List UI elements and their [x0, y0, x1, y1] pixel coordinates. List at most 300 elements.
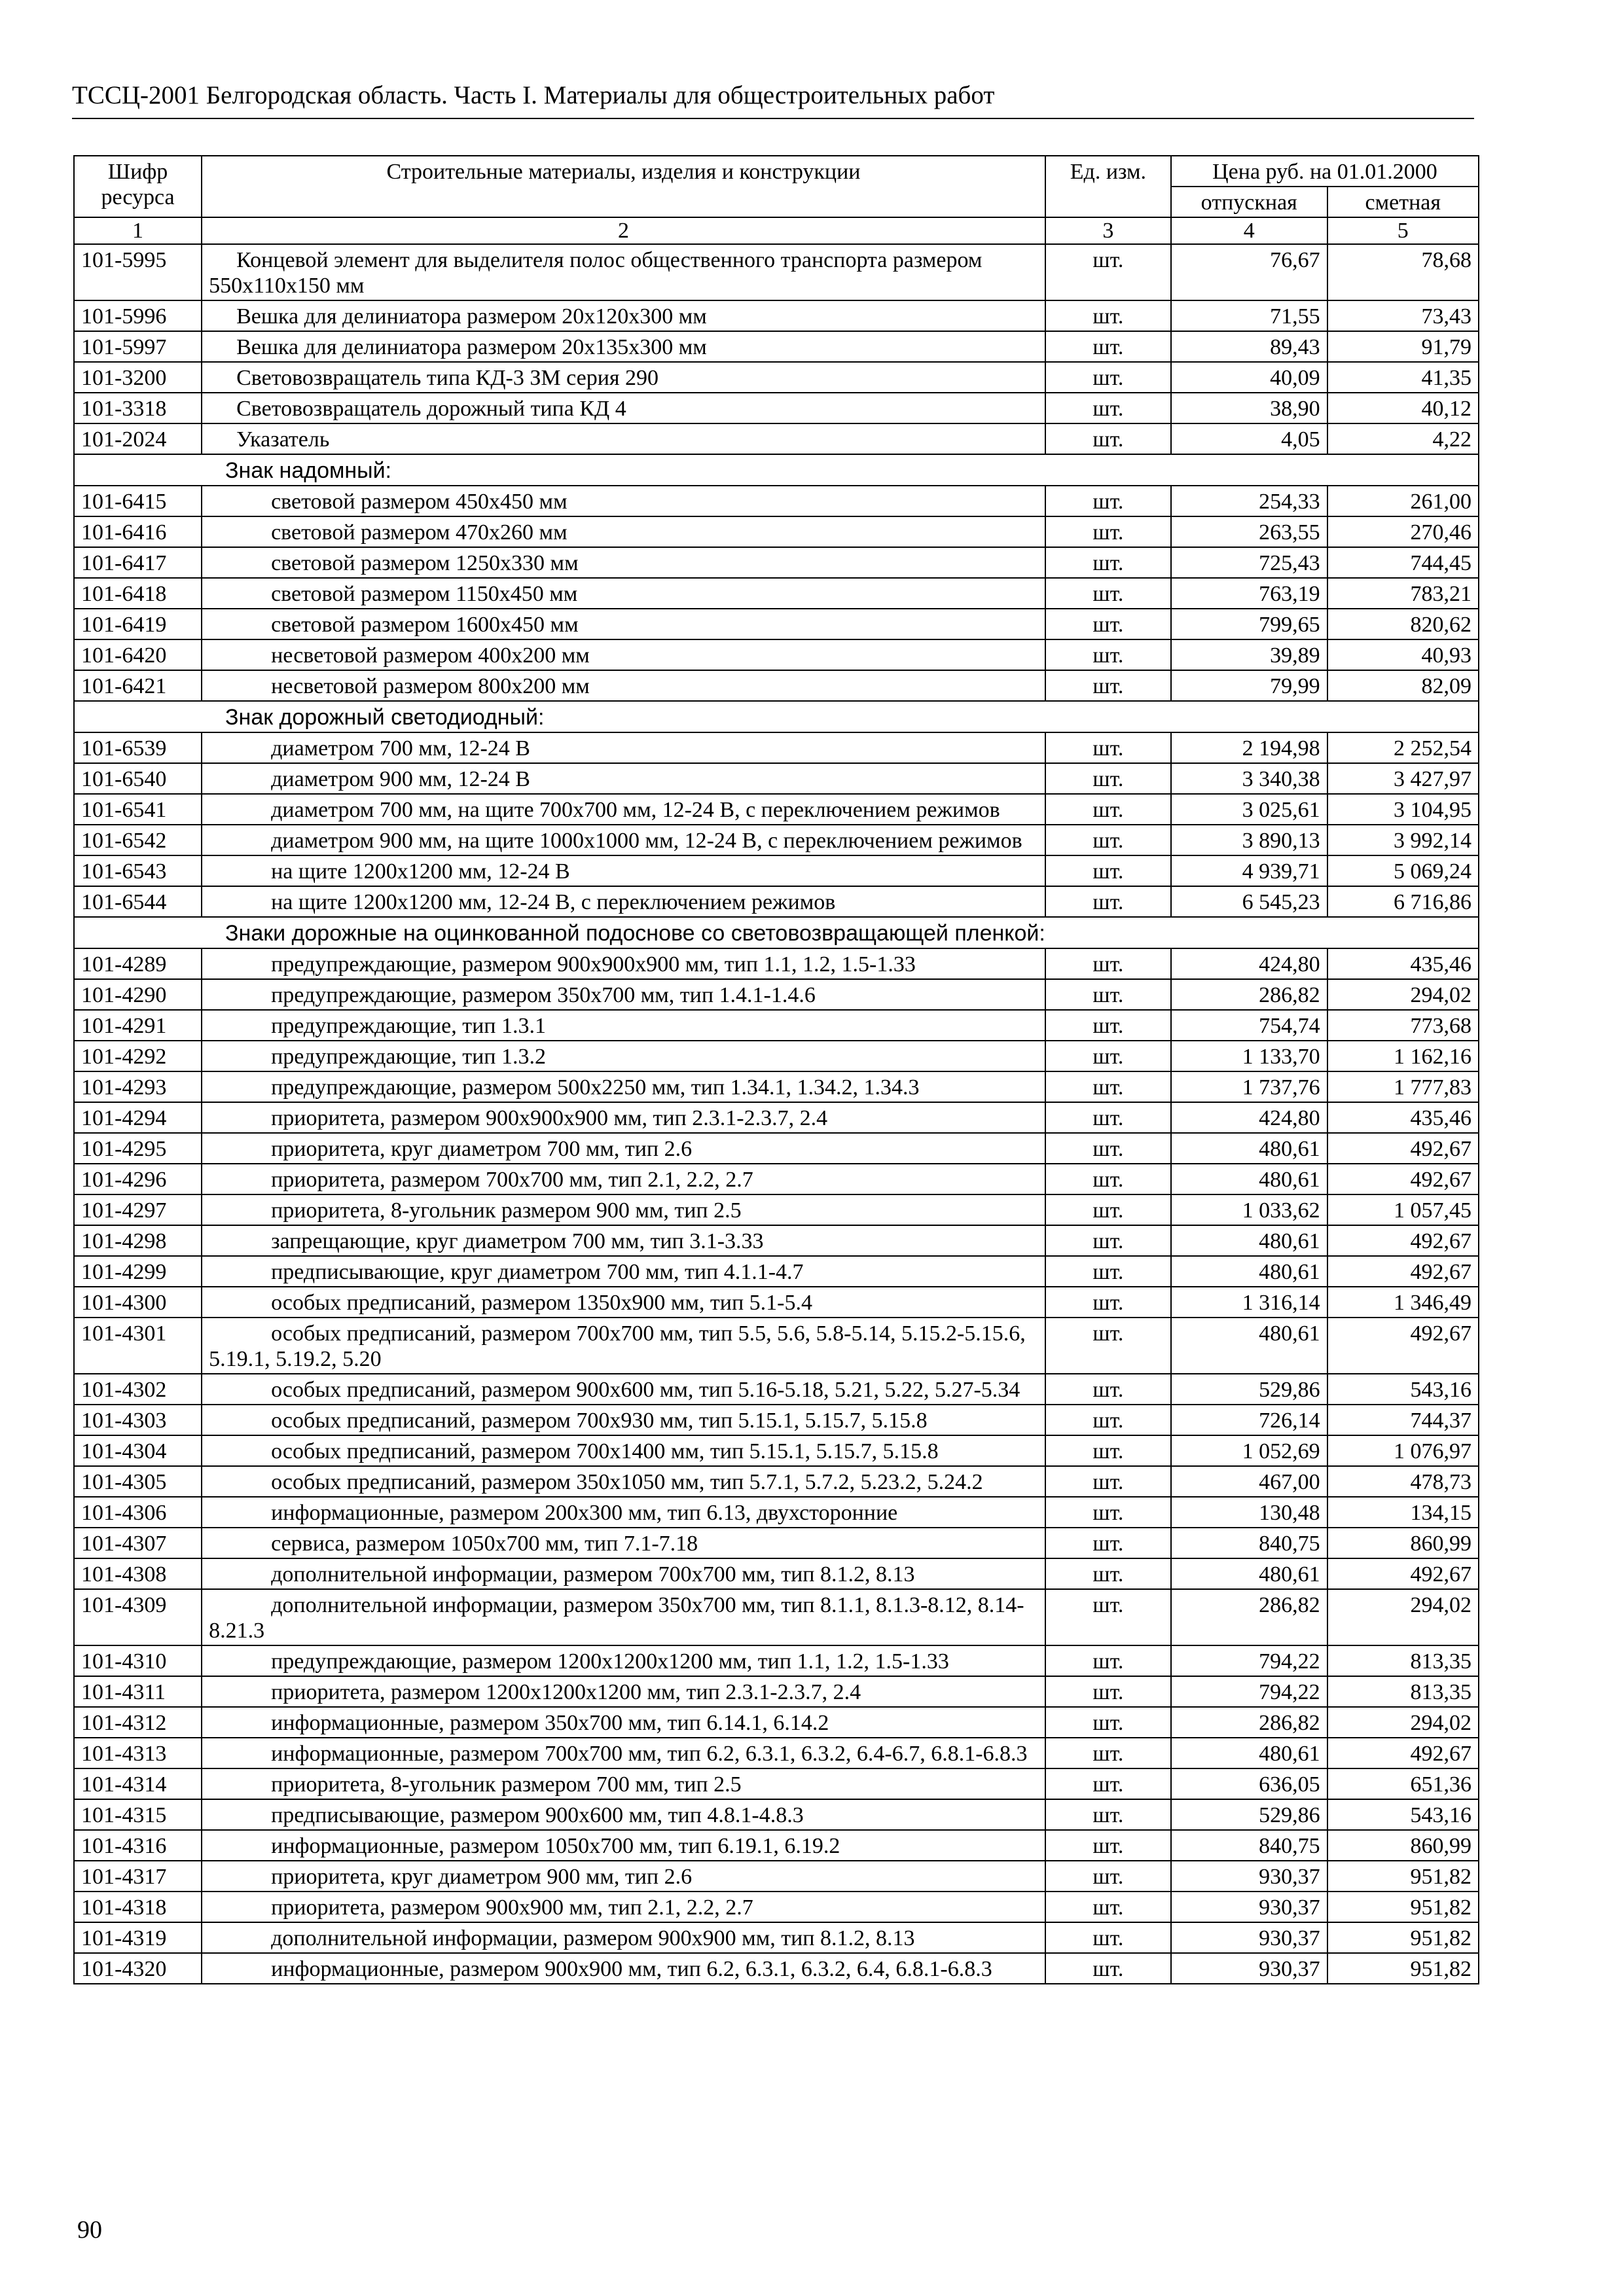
table-row [74, 825, 1479, 855]
resource-code: 101-4315 [74, 1799, 202, 1830]
release-price: 1 052,69 [1171, 1435, 1327, 1466]
estimate-price: 478,73 [1327, 1466, 1479, 1497]
release-price: 79,99 [1171, 670, 1327, 701]
resource-code: 101-2024 [74, 423, 202, 454]
table-row [74, 1799, 1479, 1830]
unit-of-measure: шт. [1045, 763, 1171, 794]
resource-code: 101-6419 [74, 609, 202, 639]
page-header: ТССЦ-2001 Белгородская область. Часть I. Материалы для общестроительных работ [72, 81, 995, 109]
column-number: 4 [1171, 217, 1327, 244]
unit-of-measure: шт. [1045, 1589, 1171, 1645]
table-row [74, 331, 1479, 362]
release-price: 3 340,38 [1171, 763, 1327, 794]
release-price: 4 939,71 [1171, 855, 1327, 886]
group-heading: Знаки дорожные на оцинкованной подоснове со световозвращающей пленкой: [74, 917, 1479, 948]
table-row [74, 732, 1479, 763]
estimate-price: 270,46 [1327, 516, 1479, 547]
material-name: диаметром 900 мм, на щите 1000х1000 мм, 12-24 В, с переключением режимов [202, 825, 1045, 855]
estimate-price: 6 716,86 [1327, 886, 1479, 917]
table-row [74, 1953, 1479, 1984]
resource-code: 101-4314 [74, 1768, 202, 1799]
material-name: на щите 1200х1200 мм, 12-24 В [202, 855, 1045, 886]
unit-of-measure: шт. [1045, 886, 1171, 917]
table-row [74, 979, 1479, 1010]
unit-of-measure: шт. [1045, 948, 1171, 979]
release-price: 529,86 [1171, 1799, 1327, 1830]
resource-code: 101-4296 [74, 1164, 202, 1194]
unit-of-measure: шт. [1045, 1707, 1171, 1738]
release-price: 930,37 [1171, 1953, 1327, 1984]
unit-of-measure: шт. [1045, 547, 1171, 578]
unit-of-measure: шт. [1045, 1645, 1171, 1676]
column-number: 3 [1045, 217, 1171, 244]
release-price: 71,55 [1171, 300, 1327, 331]
estimate-price: 492,67 [1327, 1318, 1479, 1374]
material-name: предписывающие, круг диаметром 700 мм, тип 4.1.1-4.7 [202, 1256, 1045, 1287]
release-price: 286,82 [1171, 979, 1327, 1010]
material-name: особых предписаний, размером 700х700 мм, тип 5.5, 5.6, 5.8-5.14, 5.15.2-5.15.6, 5.19.1, 5.19.2, 5.20 [202, 1318, 1045, 1374]
price-table [73, 155, 1479, 1984]
estimate-price: 3 992,14 [1327, 825, 1479, 855]
resource-code: 101-6539 [74, 732, 202, 763]
resource-code: 101-6420 [74, 639, 202, 670]
resource-code: 101-6540 [74, 763, 202, 794]
table-row [74, 300, 1479, 331]
resource-code: 101-4308 [74, 1558, 202, 1589]
release-price: 763,19 [1171, 578, 1327, 609]
resource-code: 101-6541 [74, 794, 202, 825]
estimate-price: 492,67 [1327, 1256, 1479, 1287]
group-heading-row [74, 701, 1479, 732]
material-name: световой размером 450х450 мм [202, 486, 1045, 516]
release-price: 529,86 [1171, 1374, 1327, 1405]
resource-code: 101-4295 [74, 1133, 202, 1164]
table-row [74, 516, 1479, 547]
material-name: световой размером 1600х450 мм [202, 609, 1045, 639]
material-name: диаметром 700 мм, 12-24 В [202, 732, 1045, 763]
resource-code: 101-4320 [74, 1953, 202, 1984]
resource-code: 101-4309 [74, 1589, 202, 1645]
material-name: Световозвращатель типа КД-3 ЗМ серия 290 [202, 362, 1045, 393]
material-name: дополнительной информации, размером 350х700 мм, тип 8.1.1, 8.1.3-8.12, 8.14-8.21.3 [202, 1589, 1045, 1645]
unit-of-measure: шт. [1045, 825, 1171, 855]
estimate-price: 820,62 [1327, 609, 1479, 639]
table-row [74, 794, 1479, 825]
release-price: 40,09 [1171, 362, 1327, 393]
unit-of-measure: шт. [1045, 1287, 1171, 1318]
table-row [74, 670, 1479, 701]
table-row [74, 1287, 1479, 1318]
unit-of-measure: шт. [1045, 794, 1171, 825]
estimate-price: 3 104,95 [1327, 794, 1479, 825]
material-name: дополнительной информации, размером 700х700 мм, тип 8.1.2, 8.13 [202, 1558, 1045, 1589]
resource-code: 101-6417 [74, 547, 202, 578]
resource-code: 101-4307 [74, 1528, 202, 1558]
table-row [74, 1768, 1479, 1799]
material-name: приоритета, размером 900х900х900 мм, тип 2.3.1-2.3.7, 2.4 [202, 1102, 1045, 1133]
unit-of-measure: шт. [1045, 1922, 1171, 1953]
release-price: 799,65 [1171, 609, 1327, 639]
release-price: 840,75 [1171, 1528, 1327, 1558]
page-number: 90 [77, 2216, 102, 2244]
release-price: 930,37 [1171, 1892, 1327, 1922]
material-name: предупреждающие, тип 1.3.1 [202, 1010, 1045, 1041]
table-row [74, 609, 1479, 639]
table-row [74, 1133, 1479, 1164]
table-row [74, 1830, 1479, 1861]
estimate-price: 261,00 [1327, 486, 1479, 516]
material-name: предписывающие, размером 900х600 мм, тип 4.8.1-4.8.3 [202, 1799, 1045, 1830]
table-row [74, 886, 1479, 917]
estimate-price: 294,02 [1327, 1707, 1479, 1738]
resource-code: 101-5996 [74, 300, 202, 331]
estimate-price: 492,67 [1327, 1558, 1479, 1589]
resource-code: 101-6418 [74, 578, 202, 609]
resource-code: 101-4303 [74, 1405, 202, 1435]
material-name: информационные, размером 700х700 мм, тип 6.2, 6.3.1, 6.3.2, 6.4-6.7, 6.8.1-6.8.3 [202, 1738, 1045, 1768]
release-price: 424,80 [1171, 948, 1327, 979]
estimate-price: 1 057,45 [1327, 1194, 1479, 1225]
release-price: 1 033,62 [1171, 1194, 1327, 1225]
table-row [74, 1466, 1479, 1497]
group-heading-row [74, 454, 1479, 486]
table-row [74, 1435, 1479, 1466]
column-number-row [74, 217, 1479, 244]
estimate-price: 294,02 [1327, 979, 1479, 1010]
release-price: 480,61 [1171, 1738, 1327, 1768]
material-name: световой размером 1150х450 мм [202, 578, 1045, 609]
unit-of-measure: шт. [1045, 331, 1171, 362]
estimate-price: 435,46 [1327, 948, 1479, 979]
material-name: предупреждающие, размером 900х900х900 мм, тип 1.1, 1.2, 1.5-1.33 [202, 948, 1045, 979]
resource-code: 101-4292 [74, 1041, 202, 1071]
material-name: приоритета, размером 1200х1200х1200 мм, тип 2.3.1-2.3.7, 2.4 [202, 1676, 1045, 1707]
unit-of-measure: шт. [1045, 393, 1171, 423]
release-price: 286,82 [1171, 1707, 1327, 1738]
material-name: предупреждающие, размером 1200х1200х1200 мм, тип 1.1, 1.2, 1.5-1.33 [202, 1645, 1045, 1676]
release-price: 636,05 [1171, 1768, 1327, 1799]
material-name: особых предписаний, размером 350х1050 мм, тип 5.7.1, 5.7.2, 5.23.2, 5.24.2 [202, 1466, 1045, 1497]
resource-code: 101-4312 [74, 1707, 202, 1738]
unit-of-measure: шт. [1045, 362, 1171, 393]
material-name: особых предписаний, размером 900х600 мм, тип 5.16-5.18, 5.21, 5.22, 5.27-5.34 [202, 1374, 1045, 1405]
unit-of-measure: шт. [1045, 1953, 1171, 1984]
material-name: информационные, размером 350х700 мм, тип 6.14.1, 6.14.2 [202, 1707, 1045, 1738]
table-row [74, 1405, 1479, 1435]
estimate-price: 4,22 [1327, 423, 1479, 454]
unit-of-measure: шт. [1045, 1374, 1171, 1405]
unit-of-measure: шт. [1045, 578, 1171, 609]
release-price: 254,33 [1171, 486, 1327, 516]
estimate-price: 1 076,97 [1327, 1435, 1479, 1466]
estimate-price: 3 427,97 [1327, 763, 1479, 794]
column-number: 1 [74, 217, 202, 244]
unit-of-measure: шт. [1045, 1738, 1171, 1768]
material-name: информационные, размером 900х900 мм, тип 6.2, 6.3.1, 6.3.2, 6.4, 6.8.1-6.8.3 [202, 1953, 1045, 1984]
table-body [74, 217, 1479, 1984]
unit-of-measure: шт. [1045, 1041, 1171, 1071]
unit-of-measure: шт. [1045, 1497, 1171, 1528]
table-row [74, 362, 1479, 393]
unit-of-measure: шт. [1045, 244, 1171, 300]
material-name: приоритета, 8-угольник размером 900 мм, тип 2.5 [202, 1194, 1045, 1225]
material-name: приоритета, размером 700х700 мм, тип 2.1, 2.2, 2.7 [202, 1164, 1045, 1194]
table-row [74, 639, 1479, 670]
estimate-price: 744,45 [1327, 547, 1479, 578]
estimate-price: 492,67 [1327, 1164, 1479, 1194]
table-row [74, 1676, 1479, 1707]
group-heading: Знак надомный: [74, 454, 1479, 486]
unit-of-measure: шт. [1045, 1466, 1171, 1497]
unit-of-measure: шт. [1045, 1225, 1171, 1256]
release-price: 89,43 [1171, 331, 1327, 362]
unit-of-measure: шт. [1045, 1435, 1171, 1466]
resource-code: 101-6415 [74, 486, 202, 516]
resource-code: 101-4297 [74, 1194, 202, 1225]
unit-of-measure: шт. [1045, 732, 1171, 763]
unit-of-measure: шт. [1045, 516, 1171, 547]
estimate-price: 492,67 [1327, 1133, 1479, 1164]
table-row [74, 423, 1479, 454]
release-price: 424,80 [1171, 1102, 1327, 1133]
release-price: 754,74 [1171, 1010, 1327, 1041]
material-name: особых предписаний, размером 1350х900 мм, тип 5.1-5.4 [202, 1287, 1045, 1318]
release-price: 1 133,70 [1171, 1041, 1327, 1071]
table-row [74, 1528, 1479, 1558]
material-name: информационные, размером 200х300 мм, тип 6.13, двухсторонние [202, 1497, 1045, 1528]
material-name: Вешка для делиниатора размером 20х135х300 мм [202, 331, 1045, 362]
release-price: 1 316,14 [1171, 1287, 1327, 1318]
resource-code: 101-4310 [74, 1645, 202, 1676]
unit-of-measure: шт. [1045, 609, 1171, 639]
resource-code: 101-4319 [74, 1922, 202, 1953]
group-heading-row [74, 917, 1479, 948]
estimate-price: 91,79 [1327, 331, 1479, 362]
table-row [74, 1071, 1479, 1102]
estimate-price: 78,68 [1327, 244, 1479, 300]
release-price: 4,05 [1171, 423, 1327, 454]
column-header-code: Шифр ресурса [74, 156, 202, 217]
estimate-price: 1 162,16 [1327, 1041, 1479, 1071]
resource-code: 101-4299 [74, 1256, 202, 1287]
estimate-price: 951,82 [1327, 1953, 1479, 1984]
material-name: несветовой размером 400х200 мм [202, 639, 1045, 670]
header-rule [72, 118, 1474, 119]
table-row [74, 1645, 1479, 1676]
table-row [74, 1861, 1479, 1892]
material-name: особых предписаний, размером 700х930 мм, тип 5.15.1, 5.15.7, 5.15.8 [202, 1405, 1045, 1435]
table-row [74, 1497, 1479, 1528]
group-heading: Знак дорожный светодиодный: [74, 701, 1479, 732]
table-row [74, 486, 1479, 516]
release-price: 3 025,61 [1171, 794, 1327, 825]
table-row [74, 1041, 1479, 1071]
resource-code: 101-4317 [74, 1861, 202, 1892]
table-row [74, 547, 1479, 578]
column-header-release-price: отпускная [1171, 187, 1327, 217]
estimate-price: 813,35 [1327, 1645, 1479, 1676]
material-name: сервиса, размером 1050х700 мм, тип 7.1-7.18 [202, 1528, 1045, 1558]
table-row [74, 1892, 1479, 1922]
unit-of-measure: шт. [1045, 1102, 1171, 1133]
release-price: 76,67 [1171, 244, 1327, 300]
release-price: 39,89 [1171, 639, 1327, 670]
release-price: 480,61 [1171, 1133, 1327, 1164]
release-price: 480,61 [1171, 1164, 1327, 1194]
estimate-price: 951,82 [1327, 1922, 1479, 1953]
column-header-price: Цена руб. на 01.01.2000 [1171, 156, 1479, 187]
release-price: 794,22 [1171, 1676, 1327, 1707]
material-name: Указатель [202, 423, 1045, 454]
estimate-price: 1 777,83 [1327, 1071, 1479, 1102]
release-price: 480,61 [1171, 1558, 1327, 1589]
release-price: 2 194,98 [1171, 732, 1327, 763]
release-price: 725,43 [1171, 547, 1327, 578]
release-price: 38,90 [1171, 393, 1327, 423]
resource-code: 101-6542 [74, 825, 202, 855]
estimate-price: 492,67 [1327, 1225, 1479, 1256]
material-name: приоритета, размером 900х900 мм, тип 2.1, 2.2, 2.7 [202, 1892, 1045, 1922]
release-price: 286,82 [1171, 1589, 1327, 1645]
table-row [74, 855, 1479, 886]
table-row [74, 1374, 1479, 1405]
table-row [74, 1102, 1479, 1133]
unit-of-measure: шт. [1045, 1768, 1171, 1799]
resource-code: 101-4293 [74, 1071, 202, 1102]
table-row [74, 1194, 1479, 1225]
release-price: 6 545,23 [1171, 886, 1327, 917]
release-price: 467,00 [1171, 1466, 1327, 1497]
resource-code: 101-3200 [74, 362, 202, 393]
estimate-price: 860,99 [1327, 1528, 1479, 1558]
table-row [74, 1225, 1479, 1256]
estimate-price: 40,93 [1327, 639, 1479, 670]
material-name: особых предписаний, размером 700х1400 мм, тип 5.15.1, 5.15.7, 5.15.8 [202, 1435, 1045, 1466]
unit-of-measure: шт. [1045, 1558, 1171, 1589]
table-row [74, 1589, 1479, 1645]
estimate-price: 82,09 [1327, 670, 1479, 701]
unit-of-measure: шт. [1045, 486, 1171, 516]
material-name: информационные, размером 1050х700 мм, тип 6.19.1, 6.19.2 [202, 1830, 1045, 1861]
resource-code: 101-4294 [74, 1102, 202, 1133]
resource-code: 101-4290 [74, 979, 202, 1010]
resource-code: 101-5995 [74, 244, 202, 300]
material-name: дополнительной информации, размером 900х900 мм, тип 8.1.2, 8.13 [202, 1922, 1045, 1953]
resource-code: 101-4304 [74, 1435, 202, 1466]
table-row [74, 578, 1479, 609]
table-row [74, 393, 1479, 423]
column-number: 2 [202, 217, 1045, 244]
unit-of-measure: шт. [1045, 1164, 1171, 1194]
estimate-price: 294,02 [1327, 1589, 1479, 1645]
unit-of-measure: шт. [1045, 979, 1171, 1010]
release-price: 726,14 [1171, 1405, 1327, 1435]
resource-code: 101-6544 [74, 886, 202, 917]
resource-code: 101-4306 [74, 1497, 202, 1528]
release-price: 930,37 [1171, 1861, 1327, 1892]
estimate-price: 492,67 [1327, 1738, 1479, 1768]
table-row [74, 1318, 1479, 1374]
unit-of-measure: шт. [1045, 639, 1171, 670]
resource-code: 101-4298 [74, 1225, 202, 1256]
table-row [74, 1164, 1479, 1194]
resource-code: 101-4311 [74, 1676, 202, 1707]
table-row [74, 244, 1479, 300]
release-price: 130,48 [1171, 1497, 1327, 1528]
unit-of-measure: шт. [1045, 423, 1171, 454]
estimate-price: 783,21 [1327, 578, 1479, 609]
unit-of-measure: шт. [1045, 855, 1171, 886]
unit-of-measure: шт. [1045, 1799, 1171, 1830]
material-name: приоритета, 8-угольник размером 700 мм, тип 2.5 [202, 1768, 1045, 1799]
resource-code: 101-4289 [74, 948, 202, 979]
column-header-unit: Ед. изм. [1045, 156, 1171, 217]
resource-code: 101-3318 [74, 393, 202, 423]
table-row [74, 1922, 1479, 1953]
unit-of-measure: шт. [1045, 1528, 1171, 1558]
unit-of-measure: шт. [1045, 1010, 1171, 1041]
material-name: световой размером 470х260 мм [202, 516, 1045, 547]
table-row [74, 1558, 1479, 1589]
resource-code: 101-6543 [74, 855, 202, 886]
estimate-price: 5 069,24 [1327, 855, 1479, 886]
table-row [74, 1738, 1479, 1768]
estimate-price: 134,15 [1327, 1497, 1479, 1528]
estimate-price: 543,16 [1327, 1374, 1479, 1405]
unit-of-measure: шт. [1045, 1676, 1171, 1707]
unit-of-measure: шт. [1045, 1318, 1171, 1374]
release-price: 840,75 [1171, 1830, 1327, 1861]
resource-code: 101-4302 [74, 1374, 202, 1405]
table-row [74, 1707, 1479, 1738]
estimate-price: 813,35 [1327, 1676, 1479, 1707]
unit-of-measure: шт. [1045, 670, 1171, 701]
estimate-price: 40,12 [1327, 393, 1479, 423]
material-name: диаметром 900 мм, 12-24 В [202, 763, 1045, 794]
estimate-price: 1 346,49 [1327, 1287, 1479, 1318]
material-name: предупреждающие, размером 350х700 мм, тип 1.4.1-1.4.6 [202, 979, 1045, 1010]
release-price: 480,61 [1171, 1318, 1327, 1374]
release-price: 794,22 [1171, 1645, 1327, 1676]
material-name: световой размером 1250х330 мм [202, 547, 1045, 578]
material-name: диаметром 700 мм, на щите 700х700 мм, 12-24 В, с переключением режимов [202, 794, 1045, 825]
unit-of-measure: шт. [1045, 1256, 1171, 1287]
estimate-price: 951,82 [1327, 1861, 1479, 1892]
release-price: 930,37 [1171, 1922, 1327, 1953]
estimate-price: 435,46 [1327, 1102, 1479, 1133]
resource-code: 101-4305 [74, 1466, 202, 1497]
material-name: Концевой элемент для выделителя полос общественного транспорта размером 550х110х150 мм [202, 244, 1045, 300]
unit-of-measure: шт. [1045, 1071, 1171, 1102]
resource-code: 101-4300 [74, 1287, 202, 1318]
material-name: несветовой размером 800х200 мм [202, 670, 1045, 701]
column-header-name: Строительные материалы, изделия и конструкции [202, 156, 1045, 217]
estimate-price: 651,36 [1327, 1768, 1479, 1799]
estimate-price: 744,37 [1327, 1405, 1479, 1435]
material-name: приоритета, круг диаметром 700 мм, тип 2.6 [202, 1133, 1045, 1164]
material-name: предупреждающие, размером 500х2250 мм, тип 1.34.1, 1.34.2, 1.34.3 [202, 1071, 1045, 1102]
resource-code: 101-4316 [74, 1830, 202, 1861]
unit-of-measure: шт. [1045, 1861, 1171, 1892]
table-row [74, 763, 1479, 794]
resource-code: 101-5997 [74, 331, 202, 362]
unit-of-measure: шт. [1045, 1194, 1171, 1225]
resource-code: 101-4318 [74, 1892, 202, 1922]
resource-code: 101-4301 [74, 1318, 202, 1374]
estimate-price: 773,68 [1327, 1010, 1479, 1041]
release-price: 1 737,76 [1171, 1071, 1327, 1102]
estimate-price: 951,82 [1327, 1892, 1479, 1922]
